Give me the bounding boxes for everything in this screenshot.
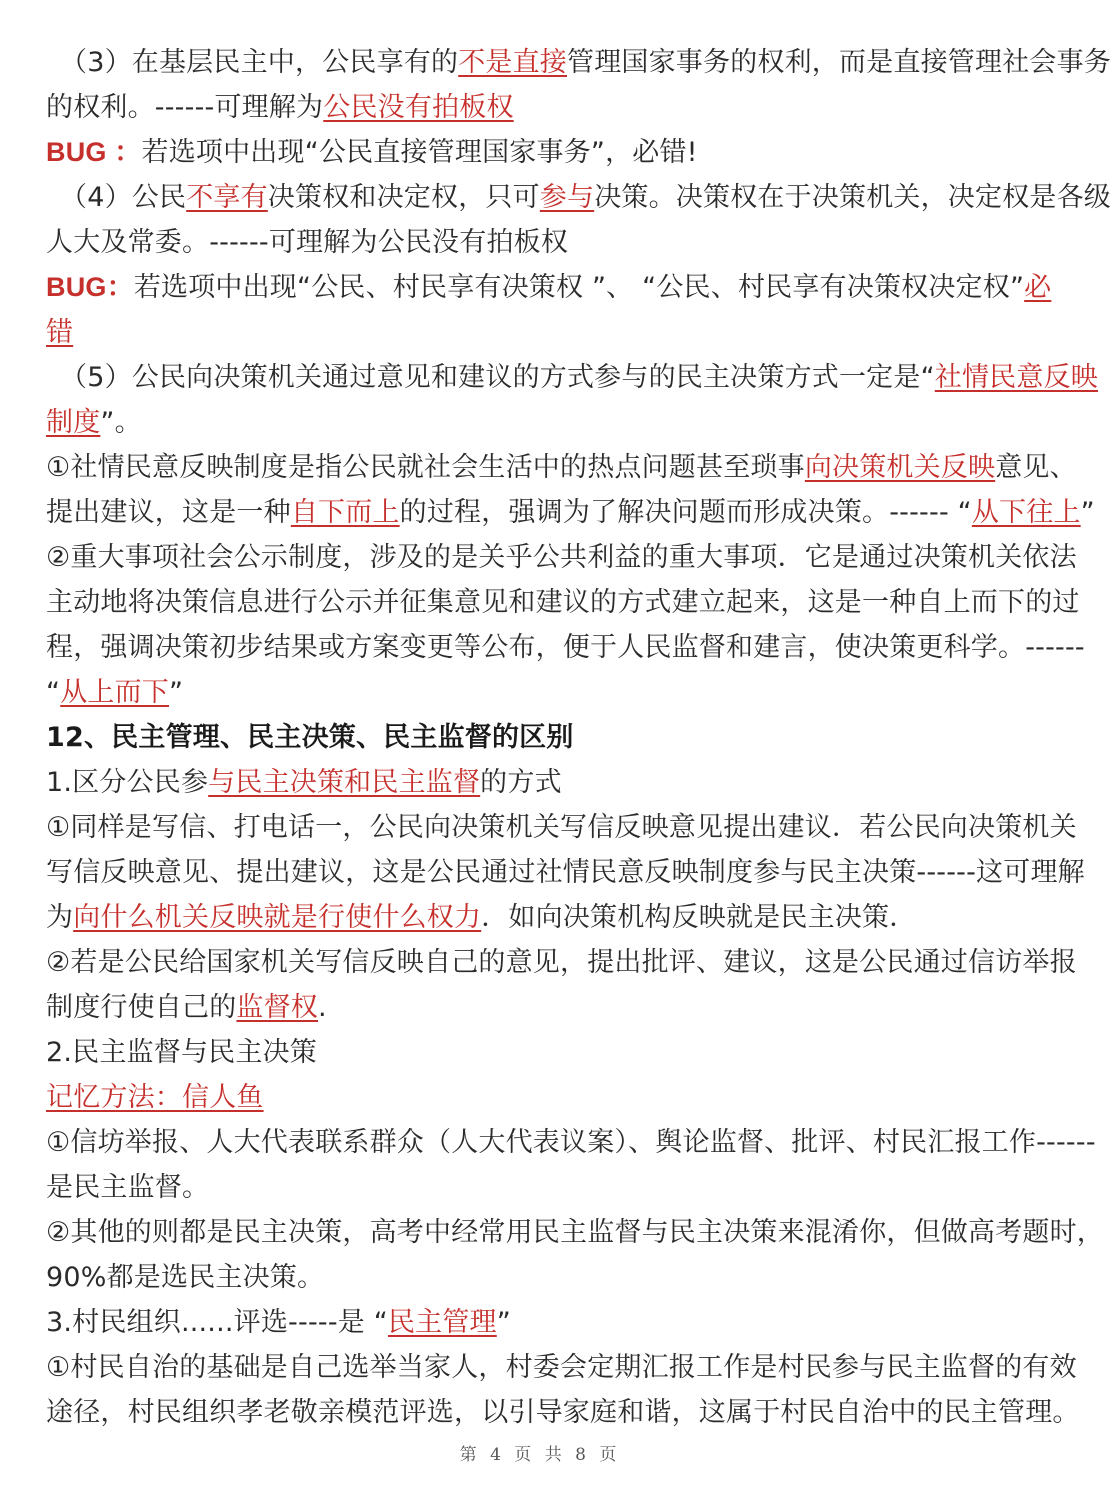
highlighted-text: 民主管理 (387, 1307, 497, 1338)
highlighted-text: 记忆方法：信人鱼 (46, 1082, 264, 1113)
text-line (46, 355, 1098, 400)
text-segment: 1.区分公民参 (46, 767, 209, 798)
text-segment: 决策。决策权在于决策机关，决定权是各级 (594, 182, 1111, 213)
text-line (46, 940, 1077, 985)
text-segment: 的过程，强调为了解决问题而形成决策。------ “ (399, 497, 972, 528)
text-line (46, 985, 1034, 1030)
text-segment: ” (169, 677, 184, 708)
highlighted-text: 不享有 (186, 182, 268, 213)
text-line (46, 1120, 1096, 1165)
bug-label: BUG ： (46, 137, 142, 167)
text-segment: 3.村民组织......评选-----是 “ (46, 1307, 388, 1338)
text-segment: ①社情民意反映制度是指公民就社会生活中的热点问题甚至琐事 (46, 452, 805, 483)
text-segment: 90%都是选民主决策。 (46, 1262, 325, 1293)
text-line (46, 175, 1111, 220)
text-segment: 意见、 (995, 452, 1077, 483)
text-segment: 若选项中出现“公民直接管理国家事务”，必错! (141, 137, 698, 168)
text-line (46, 1300, 1034, 1345)
text-line (46, 1390, 1080, 1435)
text-segment: 途径，村民组织孝老敬亲模范评选，以引导家庭和谐，这属于村民自治中的民主管理。 (46, 1397, 1080, 1428)
text-line (46, 715, 1034, 760)
text-line (46, 265, 1052, 310)
text-line (46, 220, 1034, 265)
text-segment: ②其他的则都是民主决策，高考中经常用民主监督与民主决策来混淆你，但做高考题时， (46, 1217, 1105, 1248)
text-segment: （5）公民向决策机关通过意见和建议的方式参与的民主决策方式一定是“ (60, 362, 935, 393)
text-line (46, 670, 1034, 715)
text-segment: ．如向决策机构反映就是民主决策． (481, 902, 917, 933)
text-line (46, 580, 1080, 625)
highlighted-text: 向决策机关反映 (804, 452, 996, 483)
text-segment: ” (1080, 497, 1095, 528)
text-segment: ②重大事项社会公示制度，涉及的是关乎公共利益的重大事项．它是通过决策机关依法 (46, 542, 1077, 573)
text-line (46, 1030, 1034, 1075)
text-line (46, 130, 1034, 175)
text-segment: “ (46, 677, 61, 708)
text-line (46, 625, 1085, 670)
text-segment: ②若是公民给国家机关写信反映自己的意见，提出批评、建议，这是公民通过信访举报 (46, 947, 1077, 978)
text-segment: . (318, 992, 327, 1023)
highlighted-text: 向什么机关反映就是行使什么权力 (73, 902, 482, 933)
highlighted-text: 制度 (46, 407, 101, 438)
highlighted-text: 不是直接 (458, 47, 567, 78)
highlighted-text: 从下往上 (971, 497, 1081, 528)
highlighted-text: 公民没有拍板权 (323, 92, 514, 123)
highlighted-text: 与民主决策和民主监督 (208, 767, 481, 798)
highlighted-text: 参与 (539, 182, 595, 213)
text-line (46, 895, 1034, 940)
text-segment: ①信坊举报、人大代表联系群众（人大代表议案）、舆论监督、批评、村民汇报工作------ (46, 1127, 1096, 1158)
text-segment: （3）在基层民主中，公民享有的 (60, 47, 459, 78)
page-number-footer: 第 4 页 共 8 页 (459, 1445, 621, 1465)
text-segment: ①同样是写信、打电话一，公民向决策机关写信反映意见提出建议．若公民向决策机关 (46, 812, 1077, 843)
text-line (46, 535, 1077, 580)
text-segment: 的方式 (480, 767, 562, 798)
text-line (46, 85, 1034, 130)
highlighted-text: 必 (1024, 272, 1052, 303)
text-line (46, 310, 1034, 355)
text-line (46, 805, 1077, 850)
text-line (46, 400, 1034, 445)
text-line (46, 1345, 1077, 1390)
highlighted-text: 社情民意反映 (934, 362, 1098, 393)
text-segment: 为 (46, 902, 74, 933)
highlighted-text: 错 (46, 317, 74, 348)
text-segment: ①村民自治的基础是自己选举当家人，村委会定期汇报工作是村民参与民主监督的有效 (46, 1352, 1077, 1383)
bug-label: BUG： (46, 272, 134, 302)
highlighted-text: 自下而上 (290, 497, 400, 528)
text-segment: 人大及常委。------可理解为公民没有拍板权 (46, 227, 569, 258)
text-segment: 2.民主监督与民主决策 (46, 1037, 317, 1068)
text-line (46, 760, 1034, 805)
text-segment: 决策权和决定权，只可 (267, 182, 540, 213)
highlighted-text: 从上而下 (60, 677, 170, 708)
text-segment: 提出建议，这是一种 (46, 497, 291, 528)
text-line (46, 445, 1077, 490)
text-segment: 若选项中出现“公民、村民享有决策权 ”、 “公民、村民享有决策权决定权” (133, 272, 1025, 303)
text-segment: 管理国家事务的权利，而是直接管理社会事务 (567, 47, 1111, 78)
text-segment: 写信反映意见、提出建议，这是公民通过社情民意反映制度参与民主决策------这可理解 (46, 857, 1085, 888)
text-line (46, 1255, 1034, 1300)
document-body (46, 40, 1111, 1435)
text-segment: ”。 (100, 407, 142, 438)
text-segment: （4）公民 (60, 182, 187, 213)
text-segment: 制度行使自己的 (46, 992, 237, 1023)
text-line (46, 40, 1111, 85)
text-segment: 是民主监督。 (46, 1172, 210, 1203)
text-line (46, 1165, 1034, 1210)
text-segment: 程，强调决策初步结果或方案变更等公布，便于人民监督和建言，使决策更科学。------ (46, 632, 1085, 663)
text-segment: ” (496, 1307, 511, 1338)
highlighted-text: 监督权 (236, 992, 319, 1023)
text-segment: 的权利。------可理解为 (46, 92, 324, 123)
text-line (46, 490, 1095, 535)
text-segment: 主动地将决策信息进行公示并征集意见和建议的方式建立起来，这是一种自上而下的过 (46, 587, 1080, 618)
text-line (46, 1075, 1034, 1120)
text-line (46, 1210, 1105, 1255)
section-heading: 12、民主管理、民主决策、民主监督的区别 (46, 722, 574, 753)
text-line (46, 850, 1085, 895)
